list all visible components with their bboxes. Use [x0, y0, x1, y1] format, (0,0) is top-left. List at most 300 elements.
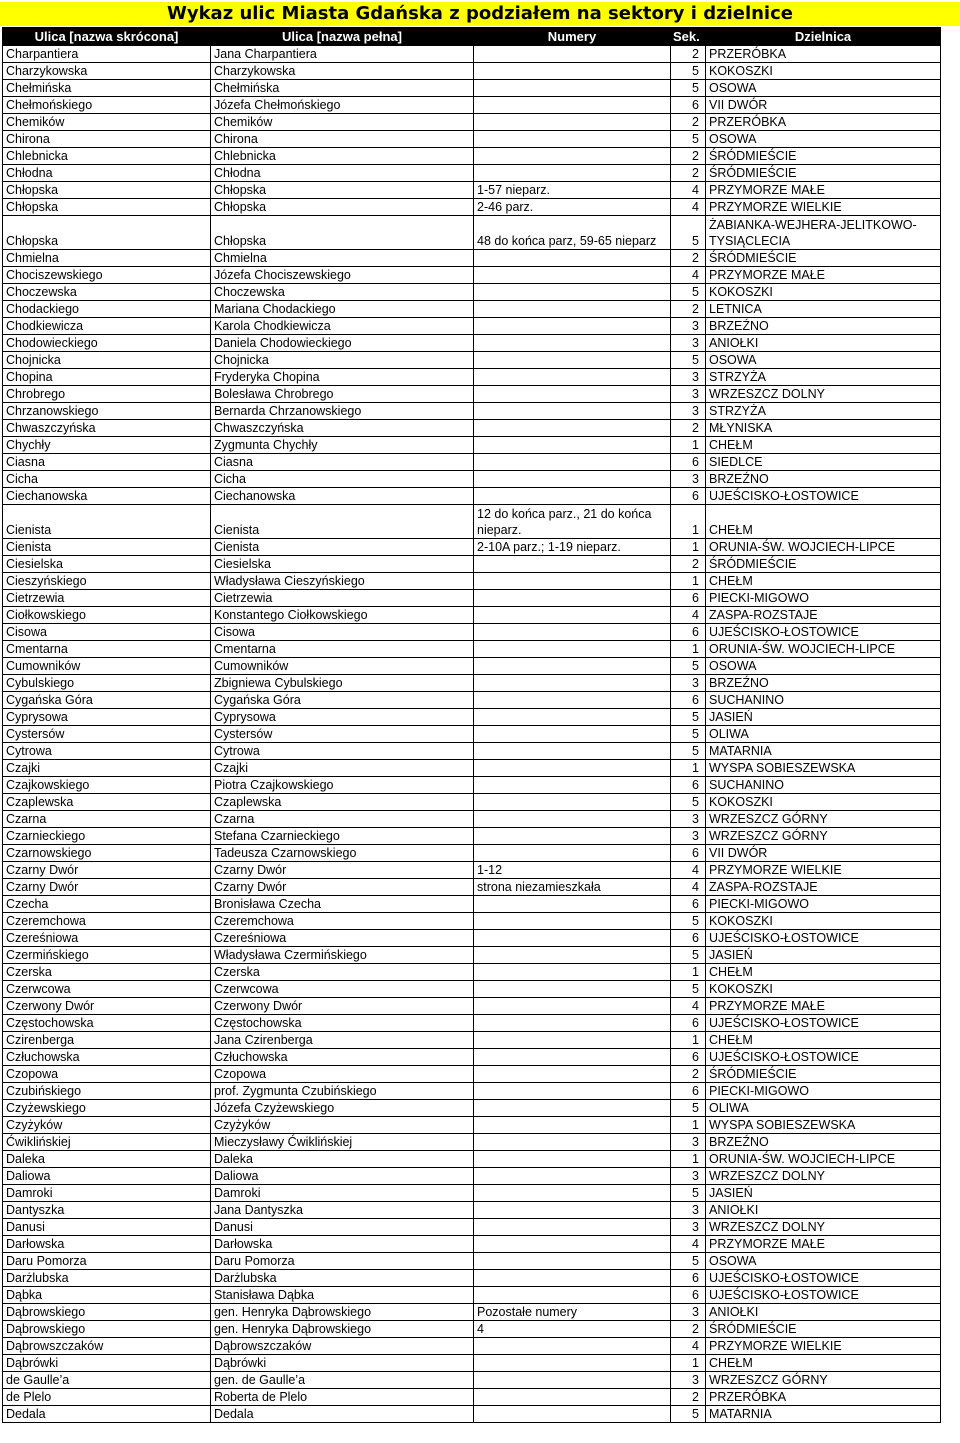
- cell-numbers: [474, 1338, 671, 1355]
- cell-district: WRZESZCZ GÓRNY: [706, 828, 941, 845]
- cell-sector: 3: [671, 1202, 706, 1219]
- cell-short-name: Czaplewska: [3, 794, 211, 811]
- cell-numbers: [474, 1236, 671, 1253]
- table-row: [3, 1236, 941, 1253]
- streets-table: [2, 27, 941, 1423]
- cell-numbers: [474, 1270, 671, 1287]
- cell-sector: 3: [671, 1304, 706, 1321]
- cell-sector: 1: [671, 641, 706, 658]
- table-row: [3, 471, 941, 488]
- cell-numbers: [474, 165, 671, 182]
- cell-numbers: [474, 471, 671, 488]
- cell-full-name: Stanisława Dąbka: [211, 1287, 474, 1304]
- cell-sector: 5: [671, 284, 706, 301]
- cell-district: CHEŁM: [706, 505, 941, 539]
- cell-sector: 5: [671, 1406, 706, 1423]
- cell-numbers: [474, 947, 671, 964]
- cell-short-name: Chociszewskiego: [3, 267, 211, 284]
- cell-sector: 2: [671, 165, 706, 182]
- cell-district: ŚRÓDMIEŚCIE: [706, 556, 941, 573]
- table-row: [3, 1355, 941, 1372]
- cell-district: VII DWÓR: [706, 97, 941, 114]
- cell-sector: 6: [671, 930, 706, 947]
- cell-district: WYSPA SOBIESZEWSKA: [706, 1117, 941, 1134]
- cell-numbers: [474, 1032, 671, 1049]
- cell-full-name: Józefa Chełmońskiego: [211, 97, 474, 114]
- table-row: [3, 352, 941, 369]
- cell-full-name: Zbigniewa Cybulskiego: [211, 675, 474, 692]
- cell-sector: 1: [671, 1032, 706, 1049]
- cell-numbers: [474, 386, 671, 403]
- cell-full-name: Czereśniowa: [211, 930, 474, 947]
- cell-numbers: [474, 454, 671, 471]
- cell-numbers: [474, 250, 671, 267]
- cell-numbers: [474, 896, 671, 913]
- cell-numbers: [474, 913, 671, 930]
- cell-sector: 6: [671, 1287, 706, 1304]
- cell-full-name: Roberta de Plelo: [211, 1389, 474, 1406]
- cell-numbers: [474, 811, 671, 828]
- cell-sector: 4: [671, 998, 706, 1015]
- cell-district: UJEŚCISKO-ŁOSTOWICE: [706, 624, 941, 641]
- header-numbers: Numery: [474, 28, 671, 46]
- cell-numbers: [474, 1100, 671, 1117]
- cell-sector: 3: [671, 403, 706, 420]
- cell-district: ŚRÓDMIEŚCIE: [706, 250, 941, 267]
- cell-numbers: [474, 760, 671, 777]
- cell-full-name: Czerska: [211, 964, 474, 981]
- cell-numbers: 2-10A parz.; 1-19 nieparz.: [474, 539, 671, 556]
- cell-district: KOKOSZKI: [706, 913, 941, 930]
- cell-full-name: Cytrowa: [211, 743, 474, 760]
- cell-district: CHEŁM: [706, 437, 941, 454]
- header-full-name: Ulica [nazwa pełna]: [211, 28, 474, 46]
- cell-sector: 5: [671, 947, 706, 964]
- cell-district: MŁYNISKA: [706, 420, 941, 437]
- cell-full-name: Chłopska: [211, 199, 474, 216]
- cell-sector: 4: [671, 1338, 706, 1355]
- table-row: [3, 1321, 941, 1338]
- cell-sector: 2: [671, 1066, 706, 1083]
- table-row: [3, 675, 941, 692]
- table-row: [3, 267, 941, 284]
- cell-district: CHEŁM: [706, 573, 941, 590]
- table-header-row: [3, 28, 941, 46]
- table-row: [3, 811, 941, 828]
- cell-short-name: Darłowska: [3, 1236, 211, 1253]
- cell-short-name: Chełmińska: [3, 80, 211, 97]
- cell-full-name: Czyżyków: [211, 1117, 474, 1134]
- cell-district: ŚRÓDMIEŚCIE: [706, 165, 941, 182]
- cell-numbers: [474, 488, 671, 505]
- cell-short-name: Ciasna: [3, 454, 211, 471]
- cell-sector: 6: [671, 624, 706, 641]
- table-row: [3, 216, 941, 250]
- cell-district: ŚRÓDMIEŚCIE: [706, 1066, 941, 1083]
- cell-district: KOKOSZKI: [706, 981, 941, 998]
- cell-full-name: Czeremchowa: [211, 913, 474, 930]
- cell-numbers: [474, 1134, 671, 1151]
- table-row: [3, 420, 941, 437]
- table-row: [3, 1100, 941, 1117]
- cell-full-name: Czarny Dwór: [211, 879, 474, 896]
- cell-numbers: [474, 1117, 671, 1134]
- cell-numbers: [474, 1202, 671, 1219]
- cell-short-name: Chlebnicka: [3, 148, 211, 165]
- cell-short-name: Cytrowa: [3, 743, 211, 760]
- table-row: [3, 1219, 941, 1236]
- cell-numbers: [474, 1151, 671, 1168]
- table-row: [3, 1168, 941, 1185]
- table-row: [3, 658, 941, 675]
- cell-short-name: Czarny Dwór: [3, 879, 211, 896]
- cell-numbers: [474, 1049, 671, 1066]
- table-row: [3, 182, 941, 199]
- table-row: [3, 403, 941, 420]
- cell-short-name: Czajki: [3, 760, 211, 777]
- cell-full-name: Dąbrowszczaków: [211, 1338, 474, 1355]
- cell-short-name: Chodackiego: [3, 301, 211, 318]
- cell-numbers: [474, 369, 671, 386]
- cell-full-name: gen. Henryka Dąbrowskiego: [211, 1321, 474, 1338]
- cell-short-name: Chrobrego: [3, 386, 211, 403]
- table-row: [3, 488, 941, 505]
- cell-short-name: Daru Pomorza: [3, 1253, 211, 1270]
- table-row: [3, 1134, 941, 1151]
- cell-short-name: Ciechanowska: [3, 488, 211, 505]
- cell-district: PRZYMORZE MAŁE: [706, 182, 941, 199]
- table-row: [3, 505, 941, 539]
- cell-short-name: de Plelo: [3, 1389, 211, 1406]
- cell-full-name: Józefa Chociszewskiego: [211, 267, 474, 284]
- table-row: [3, 318, 941, 335]
- cell-sector: 6: [671, 97, 706, 114]
- cell-short-name: Ciesielska: [3, 556, 211, 573]
- cell-full-name: Chełmińska: [211, 80, 474, 97]
- cell-short-name: Chychły: [3, 437, 211, 454]
- cell-numbers: 4: [474, 1321, 671, 1338]
- cell-district: WRZESZCZ DOLNY: [706, 1219, 941, 1236]
- cell-sector: 1: [671, 1355, 706, 1372]
- cell-district: JASIEŃ: [706, 947, 941, 964]
- cell-numbers: [474, 573, 671, 590]
- cell-numbers: 2-46 parz.: [474, 199, 671, 216]
- cell-full-name: Stefana Czarnieckiego: [211, 828, 474, 845]
- cell-sector: 5: [671, 216, 706, 250]
- table-row: [3, 1117, 941, 1134]
- cell-sector: 6: [671, 1083, 706, 1100]
- cell-sector: 3: [671, 1134, 706, 1151]
- table-row: [3, 1287, 941, 1304]
- cell-sector: 2: [671, 250, 706, 267]
- cell-numbers: [474, 335, 671, 352]
- cell-full-name: Czajki: [211, 760, 474, 777]
- cell-district: WRZESZCZ DOLNY: [706, 1168, 941, 1185]
- cell-numbers: [474, 1389, 671, 1406]
- cell-district: ORUNIA-ŚW. WOJCIECH-LIPCE: [706, 641, 941, 658]
- cell-sector: 1: [671, 573, 706, 590]
- header-district: Dzielnica: [706, 28, 941, 46]
- cell-sector: 5: [671, 1185, 706, 1202]
- cell-full-name: Cienista: [211, 539, 474, 556]
- cell-short-name: Daleka: [3, 1151, 211, 1168]
- cell-numbers: [474, 692, 671, 709]
- cell-sector: 3: [671, 369, 706, 386]
- cell-sector: 6: [671, 777, 706, 794]
- cell-full-name: Chłodna: [211, 165, 474, 182]
- cell-full-name: Cumowników: [211, 658, 474, 675]
- cell-short-name: Człuchowska: [3, 1049, 211, 1066]
- cell-district: BRZEŹNO: [706, 471, 941, 488]
- cell-full-name: Chłopska: [211, 216, 474, 250]
- cell-short-name: Cienista: [3, 505, 211, 539]
- cell-sector: 4: [671, 199, 706, 216]
- cell-numbers: [474, 284, 671, 301]
- cell-numbers: 48 do końca parz, 59-65 nieparz: [474, 216, 671, 250]
- table-row: [3, 1389, 941, 1406]
- cell-district: SIEDLCE: [706, 454, 941, 471]
- cell-sector: 2: [671, 1389, 706, 1406]
- cell-short-name: Czarny Dwór: [3, 862, 211, 879]
- cell-short-name: Czarnowskiego: [3, 845, 211, 862]
- cell-district: WYSPA SOBIESZEWSKA: [706, 760, 941, 777]
- cell-full-name: Choczewska: [211, 284, 474, 301]
- cell-sector: 1: [671, 760, 706, 777]
- cell-full-name: Cygańska Góra: [211, 692, 474, 709]
- cell-district: WRZESZCZ GÓRNY: [706, 811, 941, 828]
- cell-sector: 4: [671, 862, 706, 879]
- cell-district: SUCHANINO: [706, 692, 941, 709]
- cell-short-name: Chemików: [3, 114, 211, 131]
- cell-numbers: [474, 301, 671, 318]
- cell-full-name: Chwaszczyńska: [211, 420, 474, 437]
- cell-short-name: Cicha: [3, 471, 211, 488]
- cell-full-name: Damroki: [211, 1185, 474, 1202]
- cell-short-name: Czarnieckiego: [3, 828, 211, 845]
- cell-district: ORUNIA-ŚW. WOJCIECH-LIPCE: [706, 539, 941, 556]
- table-row: [3, 199, 941, 216]
- table-row: [3, 1372, 941, 1389]
- cell-short-name: Cyprysowa: [3, 709, 211, 726]
- cell-numbers: [474, 709, 671, 726]
- cell-numbers: [474, 607, 671, 624]
- cell-short-name: Czopowa: [3, 1066, 211, 1083]
- table-row: [3, 369, 941, 386]
- cell-full-name: Jana Czirenberga: [211, 1032, 474, 1049]
- table-row: [3, 1338, 941, 1355]
- cell-short-name: Chłopska: [3, 199, 211, 216]
- cell-full-name: Chirona: [211, 131, 474, 148]
- cell-short-name: Cygańska Góra: [3, 692, 211, 709]
- cell-district: OSOWA: [706, 658, 941, 675]
- cell-district: WRZESZCZ DOLNY: [706, 386, 941, 403]
- cell-full-name: Chemików: [211, 114, 474, 131]
- table-row: [3, 301, 941, 318]
- table-row: [3, 437, 941, 454]
- table-row: [3, 284, 941, 301]
- cell-numbers: [474, 658, 671, 675]
- cell-sector: 2: [671, 420, 706, 437]
- cell-short-name: Damroki: [3, 1185, 211, 1202]
- cell-sector: 5: [671, 63, 706, 80]
- cell-district: OSOWA: [706, 352, 941, 369]
- cell-full-name: Chłopska: [211, 182, 474, 199]
- table-row: [3, 709, 941, 726]
- cell-full-name: prof. Zygmunta Czubińskiego: [211, 1083, 474, 1100]
- table-row: [3, 1202, 941, 1219]
- cell-short-name: Cystersów: [3, 726, 211, 743]
- cell-sector: 3: [671, 335, 706, 352]
- cell-full-name: Cisowa: [211, 624, 474, 641]
- cell-short-name: Chmielna: [3, 250, 211, 267]
- cell-full-name: Cienista: [211, 505, 474, 539]
- cell-district: OSOWA: [706, 131, 941, 148]
- cell-numbers: [474, 131, 671, 148]
- cell-sector: 1: [671, 505, 706, 539]
- cell-full-name: Dedala: [211, 1406, 474, 1423]
- cell-numbers: [474, 63, 671, 80]
- cell-full-name: Daleka: [211, 1151, 474, 1168]
- cell-short-name: Czeremchowa: [3, 913, 211, 930]
- cell-sector: 2: [671, 148, 706, 165]
- cell-sector: 6: [671, 896, 706, 913]
- cell-short-name: Chłopska: [3, 216, 211, 250]
- cell-district: UJEŚCISKO-ŁOSTOWICE: [706, 1049, 941, 1066]
- cell-district: PRZYMORZE MAŁE: [706, 1236, 941, 1253]
- cell-district: UJEŚCISKO-ŁOSTOWICE: [706, 1287, 941, 1304]
- table-row: [3, 862, 941, 879]
- table-row: [3, 556, 941, 573]
- cell-numbers: [474, 624, 671, 641]
- cell-sector: 6: [671, 590, 706, 607]
- cell-full-name: Charzykowska: [211, 63, 474, 80]
- cell-sector: 6: [671, 1049, 706, 1066]
- cell-short-name: Chełmońskiego: [3, 97, 211, 114]
- table-row: [3, 913, 941, 930]
- cell-full-name: Bronisława Czecha: [211, 896, 474, 913]
- cell-district: ORUNIA-ŚW. WOJCIECH-LIPCE: [706, 1151, 941, 1168]
- cell-short-name: Dąbrówki: [3, 1355, 211, 1372]
- cell-short-name: Czereśniowa: [3, 930, 211, 947]
- cell-short-name: Ciołkowskiego: [3, 607, 211, 624]
- table-row: [3, 1083, 941, 1100]
- cell-district: ZASPA-ROZSTAJE: [706, 879, 941, 896]
- cell-district: UJEŚCISKO-ŁOSTOWICE: [706, 1015, 941, 1032]
- cell-short-name: Ćwiklińskiej: [3, 1134, 211, 1151]
- cell-full-name: Ciechanowska: [211, 488, 474, 505]
- cell-district: PRZERÓBKA: [706, 1389, 941, 1406]
- cell-numbers: [474, 726, 671, 743]
- table-row: [3, 63, 941, 80]
- cell-numbers: [474, 998, 671, 1015]
- cell-numbers: [474, 318, 671, 335]
- cell-full-name: Cicha: [211, 471, 474, 488]
- cell-sector: 5: [671, 1100, 706, 1117]
- cell-sector: 2: [671, 46, 706, 63]
- cell-numbers: [474, 437, 671, 454]
- cell-district: KOKOSZKI: [706, 794, 941, 811]
- cell-full-name: Czopowa: [211, 1066, 474, 1083]
- cell-numbers: [474, 1372, 671, 1389]
- cell-district: WRZESZCZ GÓRNY: [706, 1372, 941, 1389]
- cell-district: PIECKI-MIGOWO: [706, 590, 941, 607]
- cell-district: JASIEŃ: [706, 709, 941, 726]
- cell-district: ZASPA-ROZSTAJE: [706, 607, 941, 624]
- cell-short-name: Chłopska: [3, 182, 211, 199]
- cell-full-name: Chojnicka: [211, 352, 474, 369]
- cell-short-name: Czyżewskiego: [3, 1100, 211, 1117]
- cell-full-name: Dąbrówki: [211, 1355, 474, 1372]
- cell-numbers: [474, 675, 671, 692]
- cell-short-name: Dąbrowskiego: [3, 1304, 211, 1321]
- cell-sector: 6: [671, 454, 706, 471]
- cell-numbers: [474, 1219, 671, 1236]
- cell-numbers: 1-57 nieparz.: [474, 182, 671, 199]
- cell-full-name: Bernarda Chrzanowskiego: [211, 403, 474, 420]
- cell-full-name: Mieczysławy Ćwiklińskiej: [211, 1134, 474, 1151]
- cell-district: PRZERÓBKA: [706, 46, 941, 63]
- cell-district: OLIWA: [706, 1100, 941, 1117]
- cell-full-name: Chlebnicka: [211, 148, 474, 165]
- cell-numbers: Pozostałe numery: [474, 1304, 671, 1321]
- page-title: Wykaz ulic Miasta Gdańska z podziałem na sektory i dzielnice: [0, 2, 960, 26]
- cell-district: PRZYMORZE WIELKIE: [706, 1338, 941, 1355]
- cell-numbers: 12 do końca parz., 21 do końca nieparz.: [474, 505, 671, 539]
- cell-short-name: Cienista: [3, 539, 211, 556]
- table-row: [3, 1151, 941, 1168]
- cell-district: MATARNIA: [706, 743, 941, 760]
- table-row: [3, 454, 941, 471]
- cell-sector: 4: [671, 607, 706, 624]
- cell-sector: 3: [671, 1219, 706, 1236]
- cell-full-name: Daru Pomorza: [211, 1253, 474, 1270]
- cell-sector: 6: [671, 692, 706, 709]
- cell-short-name: Czecha: [3, 896, 211, 913]
- cell-short-name: Dąbka: [3, 1287, 211, 1304]
- cell-numbers: [474, 1355, 671, 1372]
- cell-district: PRZYMORZE MAŁE: [706, 998, 941, 1015]
- cell-short-name: Daliowa: [3, 1168, 211, 1185]
- cell-numbers: [474, 1168, 671, 1185]
- cell-short-name: Czirenberga: [3, 1032, 211, 1049]
- cell-short-name: Chłodna: [3, 165, 211, 182]
- cell-sector: 3: [671, 1168, 706, 1185]
- table-row: [3, 131, 941, 148]
- cell-full-name: Jana Dantyszka: [211, 1202, 474, 1219]
- cell-full-name: Danusi: [211, 1219, 474, 1236]
- cell-district: PIECKI-MIGOWO: [706, 896, 941, 913]
- cell-sector: 5: [671, 743, 706, 760]
- cell-sector: 1: [671, 964, 706, 981]
- cell-short-name: Dedala: [3, 1406, 211, 1423]
- table-row: [3, 335, 941, 352]
- cell-numbers: [474, 1185, 671, 1202]
- cell-numbers: [474, 114, 671, 131]
- cell-full-name: Bolesława Chrobrego: [211, 386, 474, 403]
- cell-numbers: [474, 930, 671, 947]
- cell-full-name: Cmentarna: [211, 641, 474, 658]
- cell-full-name: Tadeusza Czarnowskiego: [211, 845, 474, 862]
- cell-full-name: Darłowska: [211, 1236, 474, 1253]
- cell-numbers: [474, 743, 671, 760]
- cell-sector: 5: [671, 981, 706, 998]
- cell-sector: 4: [671, 182, 706, 199]
- cell-short-name: Czajkowskiego: [3, 777, 211, 794]
- header-short-name: Ulica [nazwa skrócona]: [3, 28, 211, 46]
- cell-short-name: Cisowa: [3, 624, 211, 641]
- cell-short-name: Charzykowska: [3, 63, 211, 80]
- cell-district: SUCHANINO: [706, 777, 941, 794]
